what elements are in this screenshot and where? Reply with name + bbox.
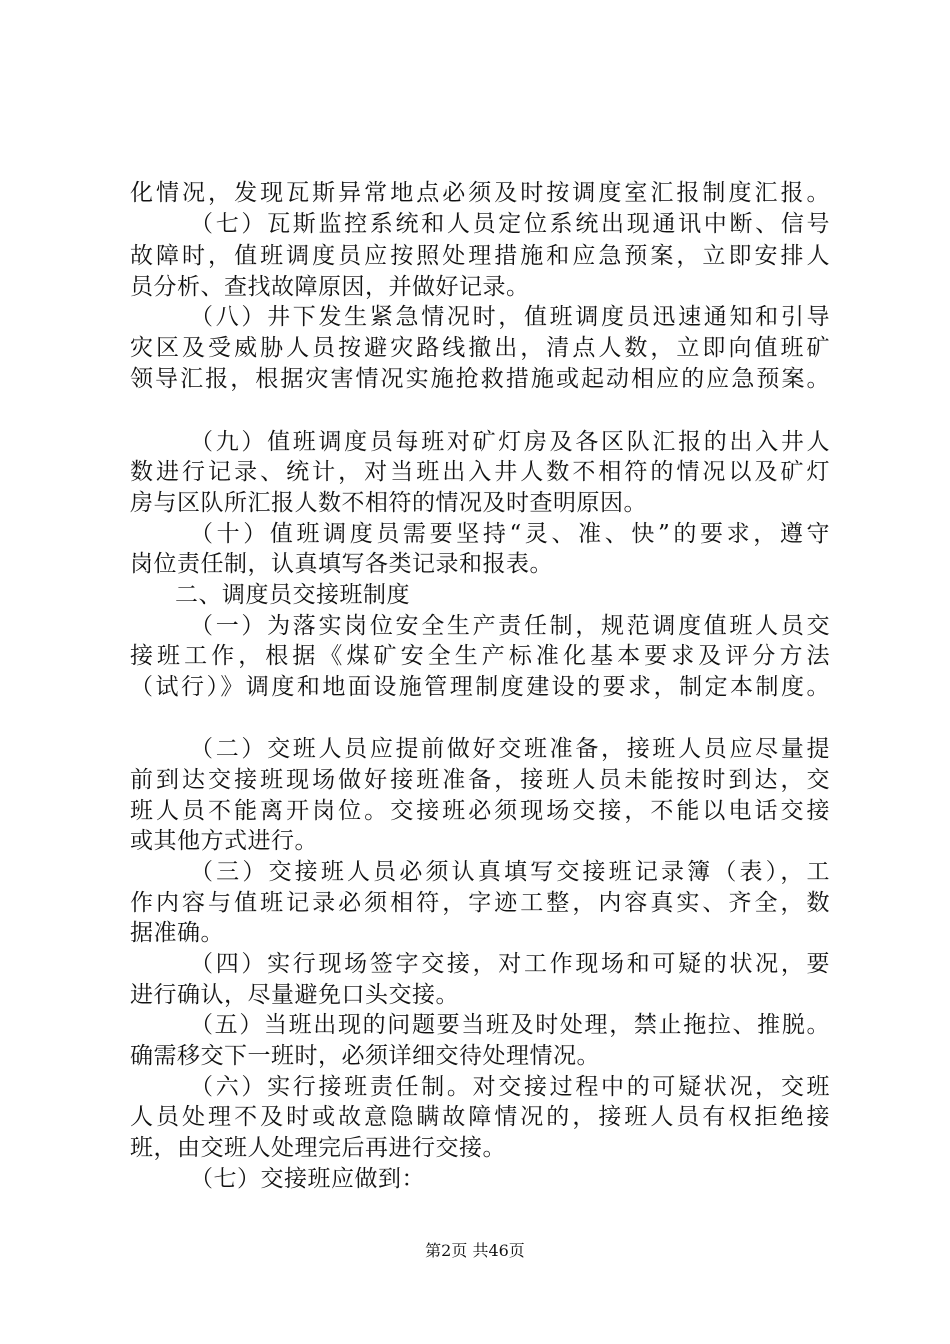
paragraph-line: 房与区队所汇报人数不相符的情况及时查明原因。 [130,490,647,516]
paragraph-line: （一）为落实岗位安全生产责任制，规范调度值班人员交 [190,613,830,639]
paragraph-line: 灾区及受威胁人员按避灾路线撤出，清点人数，立即向值班矿 [130,335,830,361]
paragraph-line: 员分析、查找故障原因，并做好记录。 [130,274,530,300]
paragraph-line: 接班工作，根据《煤矿安全生产标准化基本要求及评分方法 [130,643,830,669]
paragraph-line: 进行确认，尽量避免口头交接。 [130,982,459,1008]
paragraph-line: 班人员不能离开岗位。交接班必须现场交接，不能以电话交接 [130,798,830,824]
paragraph-line: （七）交接班应做到： [190,1166,425,1192]
page-number-footer: 第2页 共46页 [425,1241,525,1260]
paragraph-line: （九）值班调度员每班对矿灯房及各区队汇报的出入井人 [190,429,830,455]
paragraph-line: （六）实行接班责任制。对交接过程中的可疑状况，交班 [190,1074,830,1100]
paragraph-line: 班，由交班人处理完后再进行交接。 [130,1135,506,1161]
paragraph-line: （十）值班调度员需要坚持“灵、准、快”的要求，遵守 [190,521,830,547]
paragraph-line: （二）交班人员应提前做好交班准备，接班人员应尽量提 [190,736,830,762]
paragraph-line: 作内容与值班记录必须相符，字迹工整，内容真实、齐全，数 [130,890,830,916]
paragraph-line: 化情况，发现瓦斯异常地点必须及时按调度室汇报制度汇报。 [130,180,830,206]
paragraph-line: （试行）》调度和地面设施管理制度建设的要求，制定本制度。 [130,674,830,700]
paragraph-line: 前到达交接班现场做好接班准备，接班人员未能按时到达，交 [130,767,830,793]
paragraph-line: 或其他方式进行。 [130,828,318,854]
paragraph-line: （三）交接班人员必须认真填写交接班记录簿（表），工 [190,859,830,885]
paragraph-line: 岗位责任制，认真填写各类记录和报表。 [130,551,553,577]
paragraph-line: （八）井下发生紧急情况时，值班调度员迅速通知和引导 [190,304,830,330]
paragraph-line: （五）当班出现的问题要当班及时处理，禁止拖拉、推脱。 [190,1012,830,1038]
section-heading: 二、调度员交接班制度 [175,582,410,608]
paragraph-line: 据准确。 [130,920,224,946]
paragraph-line: 故障时，值班调度员应按照处理措施和应急预案，立即安排人 [130,243,830,269]
paragraph-line: 确需移交下一班时，必须详细交待处理情况。 [130,1043,600,1069]
paragraph-line: 领导汇报，根据灾害情况实施抢救措施或起动相应的应急预案。 [130,366,830,392]
paragraph-line: 数进行记录、统计，对当班出入井人数不相符的情况以及矿灯 [130,459,830,485]
paragraph-line: 人员处理不及时或故意隐瞒故障情况的，接班人员有权拒绝接 [130,1104,830,1130]
paragraph-line: （四）实行现场签字交接，对工作现场和可疑的状况，要 [190,951,830,977]
paragraph-line: （七）瓦斯监控系统和人员定位系统出现通讯中断、信号 [190,211,830,237]
